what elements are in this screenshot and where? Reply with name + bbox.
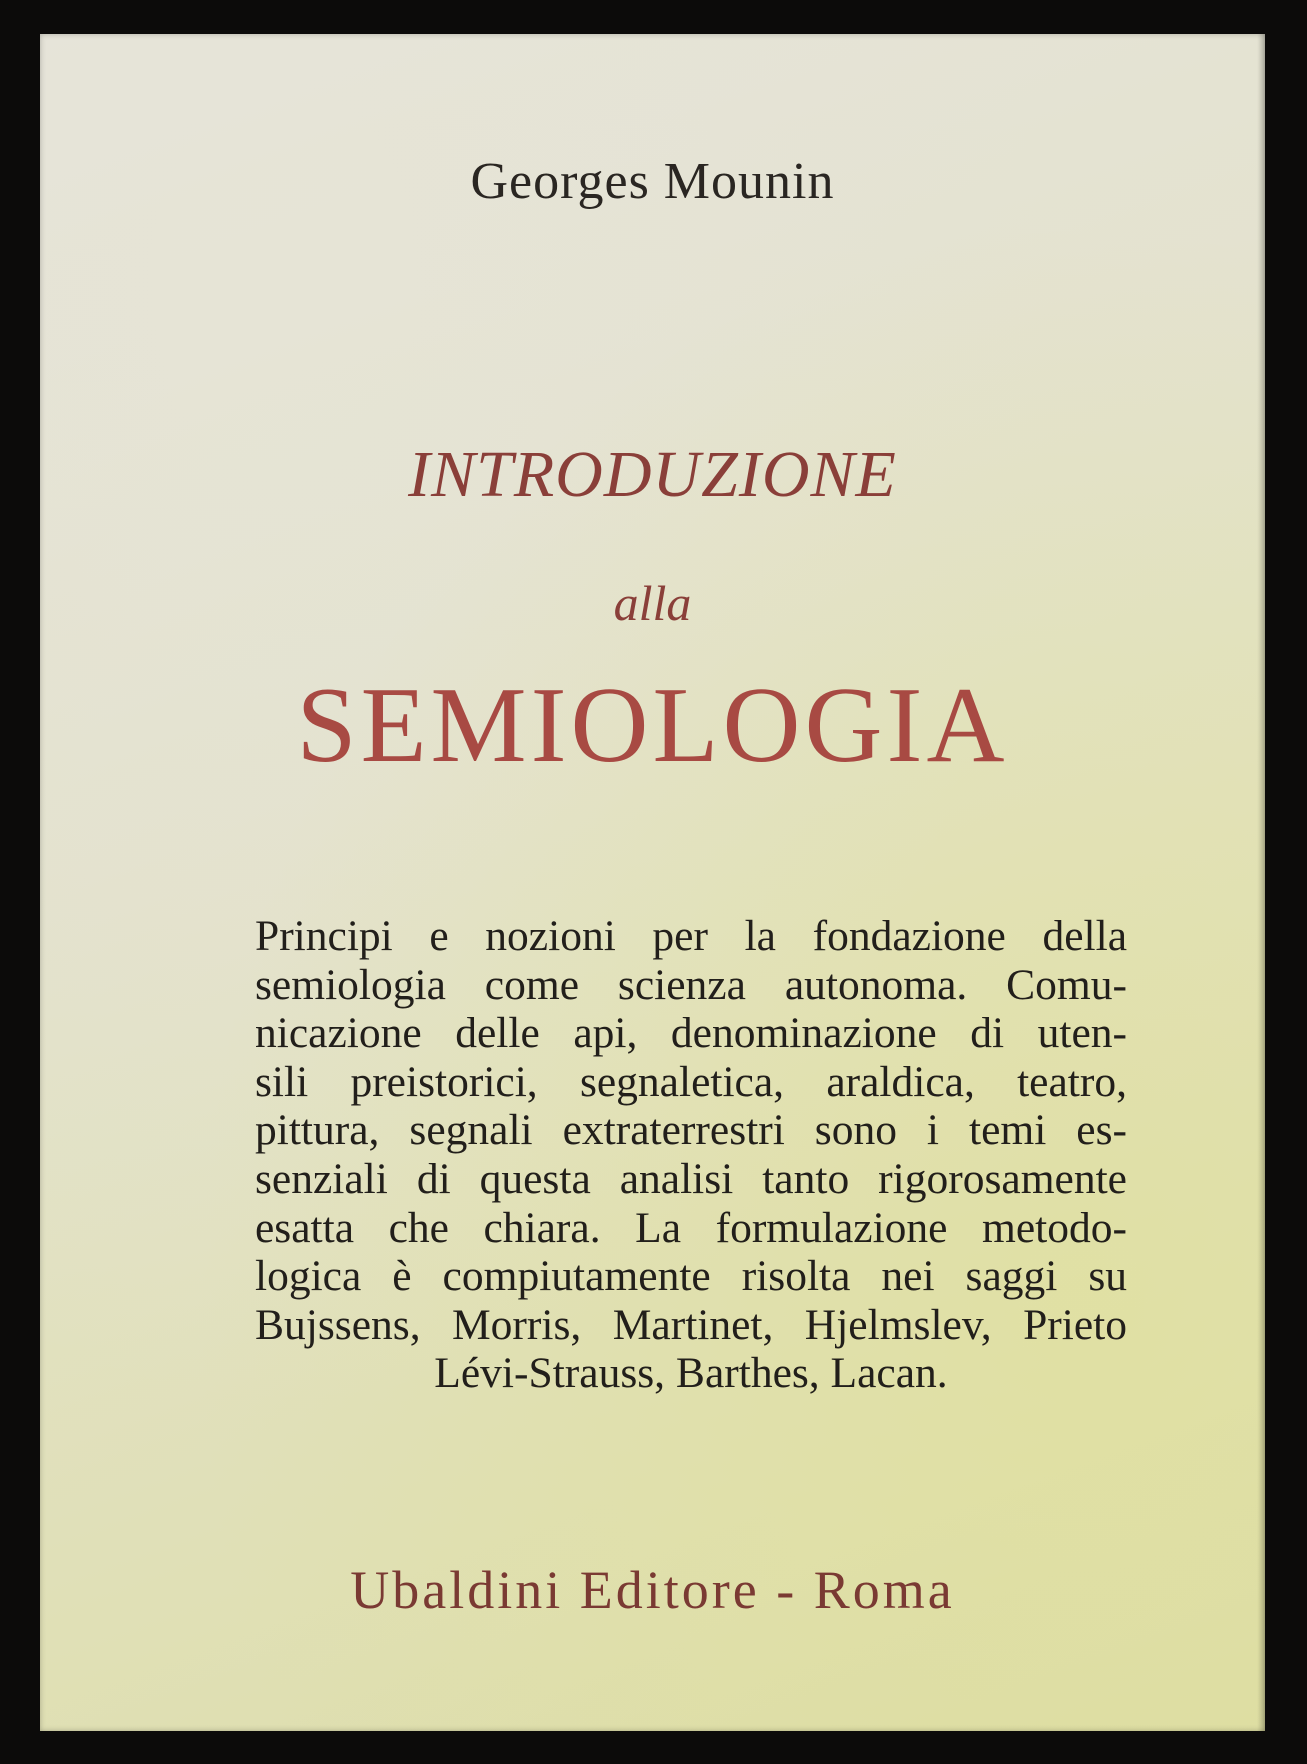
title-introduzione: INTRODUZIONE — [408, 438, 897, 511]
blurb-line: semiologia come scienza autonoma. Comu- — [255, 960, 1127, 1009]
blurb-text — [255, 912, 1127, 1398]
title-semiologia: SEMIOLOGIA — [296, 666, 1009, 785]
blurb-line: senziali di questa analisi tanto rigorosamente — [255, 1154, 1127, 1203]
blurb-line: Lévi-Strauss, Barthes, Lacan. — [434, 1349, 948, 1398]
blurb-line: sili preistorici, segnaletica, araldica, teatro, — [255, 1057, 1127, 1106]
publisher-name: Ubaldini Editore - Roma — [350, 1560, 955, 1620]
blurb-line: logica è compiutamente risolta nei saggi su — [255, 1252, 1127, 1301]
blurb-line: esatta che chiara. La formulazione metodo- — [255, 1203, 1127, 1252]
author-name: Georges Mounin — [470, 153, 835, 210]
blurb-line: pittura, segnali extraterrestri sono i temi es- — [255, 1106, 1127, 1155]
blurb-line: Bujssens, Morris, Martinet, Hjelmslev, Prieto — [255, 1300, 1127, 1349]
blurb-line: nicazione delle api, denominazione di uten- — [255, 1009, 1127, 1058]
cover-edge-shadow — [1257, 34, 1265, 1731]
book-cover — [40, 34, 1265, 1731]
blurb-line: Principi e nozioni per la fondazione della — [255, 912, 1127, 960]
title-alla: alla — [613, 575, 692, 631]
